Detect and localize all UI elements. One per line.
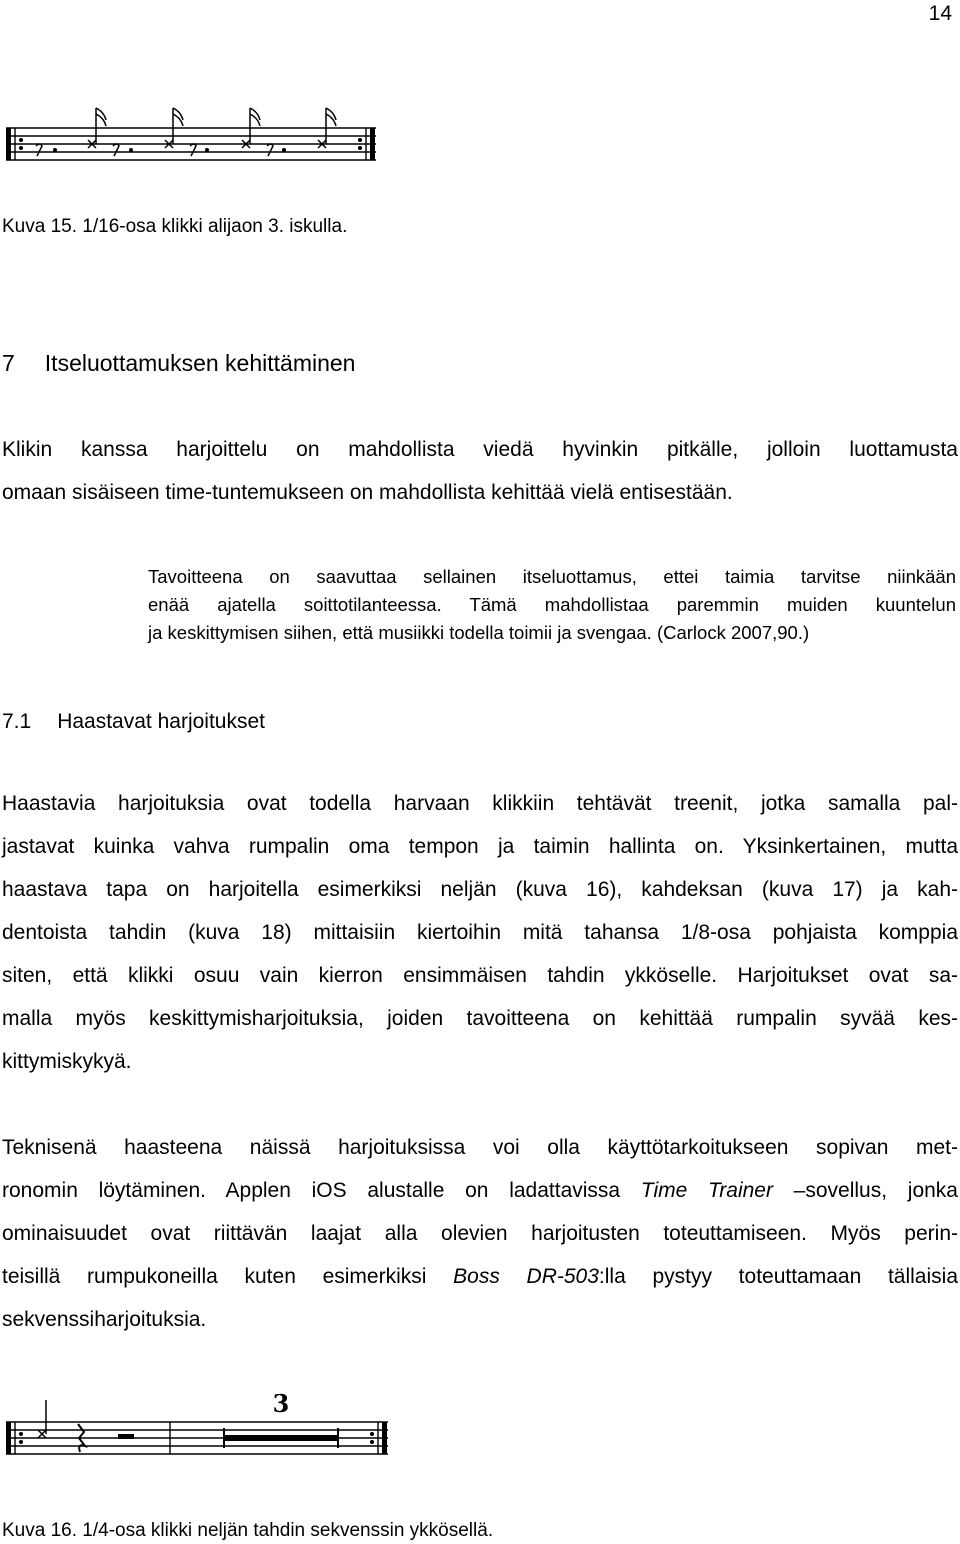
- paragraph-line: dentoista tahdin (kuva 18) mittaisiin kiertoihin mitä tahansa 1/8-osa pohjaista komppia: [2, 921, 958, 944]
- quote-line: ja keskittymisen siihen, että musiikki todella toimii ja svengaa. (Carlock 2007,90.): [148, 622, 810, 643]
- paragraph-line: jastavat kuinka vahva rumpalin oma tempon ja taimin hallinta on. Yksinkertainen, mutta: [2, 835, 958, 858]
- paragraph-line: omaan sisäiseen time-tuntemukseen on mahdollista kehittää vielä entisestään.: [2, 481, 733, 504]
- subsection-title: Haastavat harjoitukset: [57, 710, 265, 733]
- page-number: 14: [928, 2, 952, 25]
- text-run: –sovellus, jonka: [772, 1179, 958, 1202]
- paragraph-line: [2, 1265, 958, 1289]
- text-run: ronomin löytäminen. Applen iOS alustalle on ladattavissa: [2, 1179, 641, 1202]
- app-name: Time Trainer: [640, 1179, 773, 1202]
- paragraph-line: [2, 1179, 958, 1203]
- figure-16-notation: [0, 1392, 392, 1472]
- text-run: teisillä rumpukoneilla kuten esimerkiksi: [2, 1265, 454, 1288]
- quote-line: enää ajatella soittotilanteessa. Tämä mahdollistaa paremmin muiden kuuntelun: [148, 594, 956, 615]
- paragraph-line: Teknisenä haasteena näissä harjoituksissa voi olla käyttötarkoitukseen sopivan met-: [2, 1136, 958, 1159]
- device-name: Boss DR-503: [453, 1265, 599, 1288]
- section-number: 7: [2, 350, 15, 376]
- paragraph-line: kittymiskykyä.: [2, 1050, 132, 1073]
- subsection-heading: [2, 710, 265, 734]
- multirest-number: 3: [272, 1392, 290, 1418]
- paragraph-line: siten, että klikki osuu vain kierron ensimmäisen tahdin ykköselle. Harjoitukset ovat sa-: [2, 964, 958, 987]
- section-title: Itseluottamuksen kehittäminen: [44, 350, 356, 376]
- figure-16-caption: Kuva 16. 1/4-osa klikki neljän tahdin sekvenssin ykkösellä.: [2, 1520, 494, 1541]
- paragraph-line: haastava tapa on harjoitella esimerkiksi neljän (kuva 16), kahdeksan (kuva 17) ja kah-: [2, 878, 958, 901]
- figure-15-notation: [0, 98, 380, 188]
- paragraph-line: Haastavia harjoituksia ovat todella harvaan klikkiin tehtävät treenit, jotka samalla pal-: [2, 792, 958, 815]
- subsection-number: 7.1: [2, 710, 32, 733]
- quote-line: Tavoitteena on saavuttaa sellainen itseluottamus, ettei taimia tarvitse niinkään: [148, 566, 956, 587]
- paragraph-line: ominaisuudet ovat riittävän laajat alla olevien harjoitusten toteuttamiseen. Myös perin-: [2, 1222, 958, 1245]
- text-run: :lla pystyy toteuttamaan tällaisia: [598, 1265, 959, 1288]
- figure-15-caption: Kuva 15. 1/16-osa klikki alijaon 3. iskulla.: [2, 216, 348, 237]
- paragraph-line: sekvenssiharjoituksia.: [2, 1308, 207, 1331]
- paragraph-line: Klikin kanssa harjoittelu on mahdollista viedä hyvinkin pitkälle, jolloin luottamusta: [2, 438, 958, 461]
- paragraph-line: malla myös keskittymisharjoituksia, joiden tavoitteena on kehittää rumpalin syvää kes-: [2, 1007, 958, 1030]
- section-heading: [2, 350, 355, 377]
